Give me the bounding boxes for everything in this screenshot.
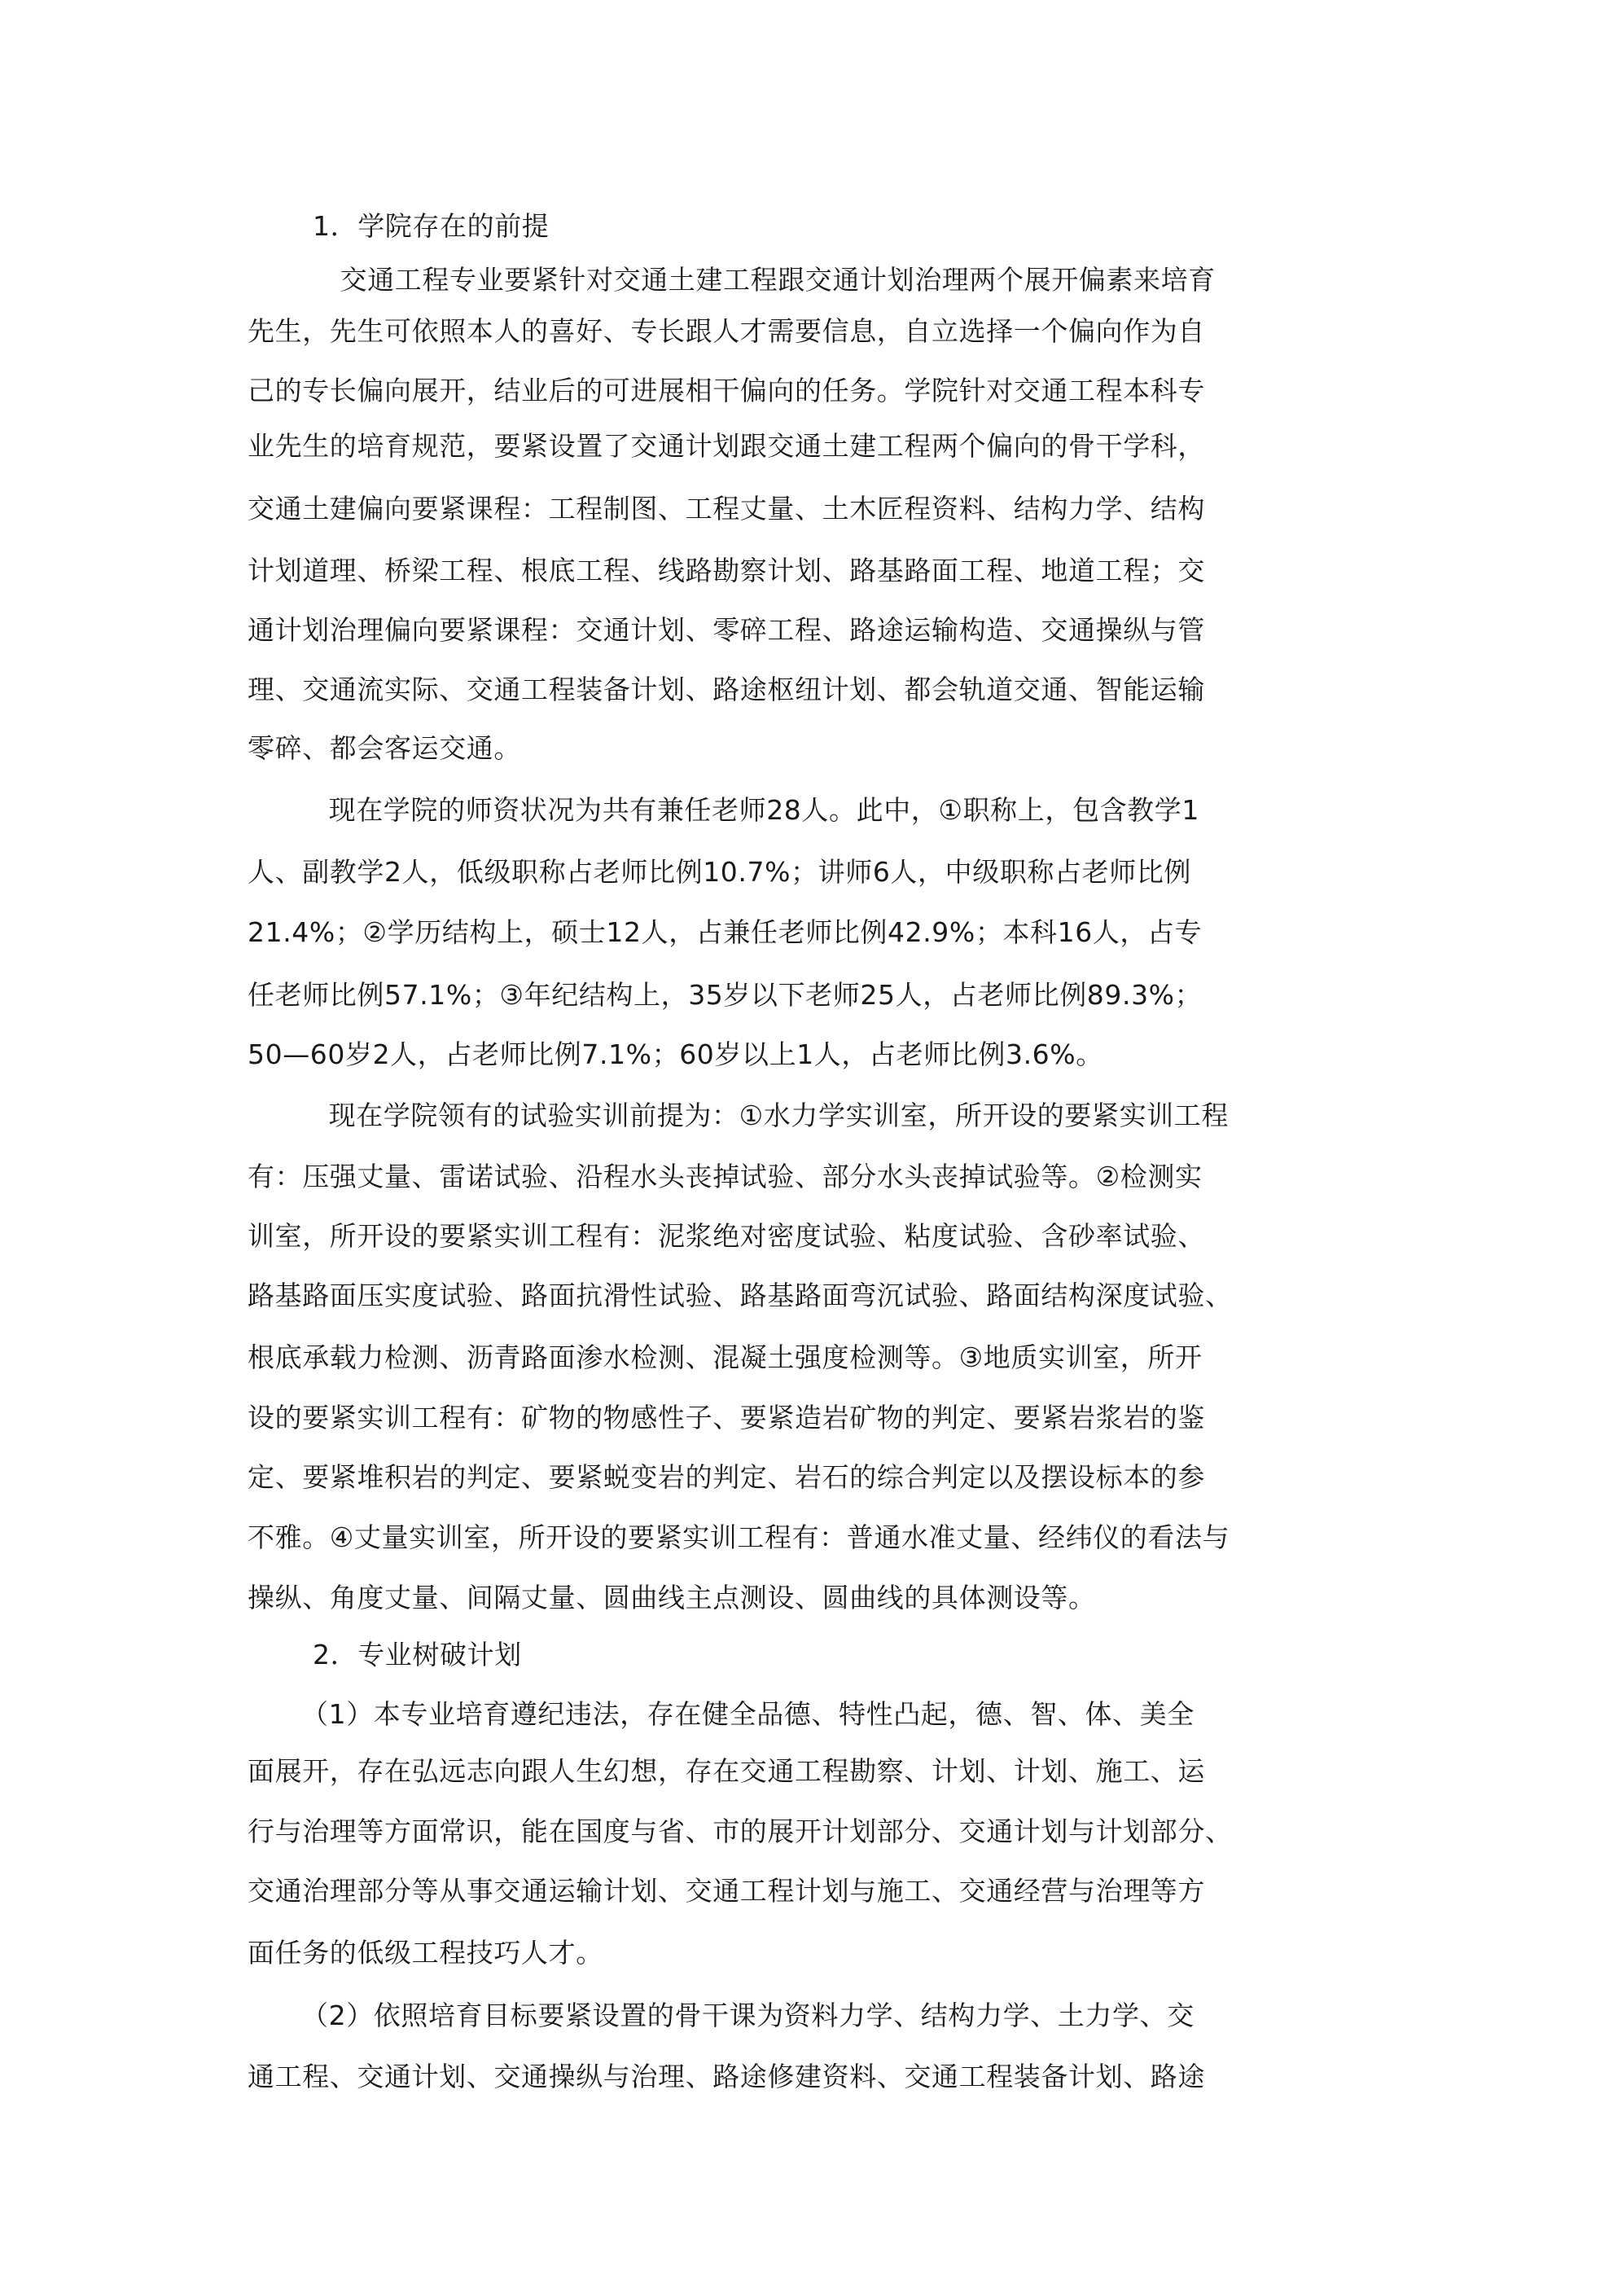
paragraph-line: 有：压强丈量、雷诺试验、沿程水头丧掉试验、部分水头丧掉试验等。②检测实 bbox=[248, 1161, 1203, 1192]
paragraph-line: 人、副教学2人，低级职称占老师比例10.7%；讲师6人，中级职称占老师比例 bbox=[248, 856, 1192, 888]
paragraph-line: 训室，所开设的要紧实训工程有：泥浆绝对密度试验、粘度试验、含砂率试验、 bbox=[248, 1220, 1205, 1252]
paragraph-line: 不雅。④丈量实训室，所开设的要紧实训工程有：普通水准丈量、经纬仪的看法与 bbox=[248, 1521, 1230, 1553]
paragraph-line: 计划道理、桥梁工程、根底工程、线路勘察计划、路基路面工程、地道工程；交 bbox=[248, 555, 1205, 586]
paragraph-line: 50—60岁2人，占老师比例7.1%；60岁以上1人，占老师比例3.6%。 bbox=[248, 1038, 1103, 1070]
paragraph-line: 路基路面压实度试验、路面抗滑性试验、路基路面弯沉试验、路面结构深度试验、 bbox=[248, 1280, 1233, 1311]
paragraph-line: （1）本专业培育遵纪违法，存在健全品德、特性凸起，德、智、体、美全 bbox=[301, 1698, 1195, 1730]
paragraph-line: 通计划治理偏向要紧课程：交通计划、零碎工程、路途运输构造、交通操纵与管 bbox=[248, 614, 1205, 646]
paragraph-line: 面任务的低级工程技巧人才。 bbox=[248, 1937, 603, 1969]
paragraph-line: 21.4%；②学历结构上，硕士12人，占兼任老师比例42.9%；本科16人，占专 bbox=[248, 916, 1203, 948]
section-heading-2: 2．专业树破计划 bbox=[313, 1639, 522, 1670]
paragraph-line: 定、要紧堆积岩的判定、要紧蜕变岩的判定、岩石的综合判定以及摆设标本的参 bbox=[248, 1461, 1205, 1493]
paragraph-line: 操纵、角度丈量、间隔丈量、圆曲线主点测设、圆曲线的具体测设等。 bbox=[248, 1582, 1096, 1613]
paragraph-line: 交通工程专业要紧针对交通土建工程跟交通计划治理两个展开偏素来培育 bbox=[313, 264, 1216, 296]
paragraph-line: 通工程、交通计划、交通操纵与治理、路途修建资料、交通工程装备计划、路途 bbox=[248, 2061, 1205, 2092]
paragraph-line: 理、交通流实际、交通工程装备计划、路途枢纽计划、都会轨道交通、智能运输 bbox=[248, 674, 1205, 705]
paragraph-line: 先生，先生可依照本人的喜好、专长跟人才需要信息，自立选择一个偏向作为自 bbox=[248, 315, 1205, 347]
paragraph-line: 根底承载力检测、沥青路面渗水检测、混凝土强度检测等。③地质实训室，所开 bbox=[248, 1341, 1203, 1373]
paragraph-line: 现在学院的师资状况为共有兼任老师28人。此中，①职称上，包含教学1 bbox=[301, 794, 1199, 826]
paragraph-line: 业先生的培育规范，要紧设置了交通计划跟交通土建工程两个偏向的骨干学科， bbox=[248, 430, 1205, 462]
paragraph-line: （2）依照培育目标要紧设置的骨干课为资料力学、结构力学、土力学、交 bbox=[301, 2000, 1195, 2031]
paragraph-line: 设的要紧实训工程有：矿物的物感性子、要紧造岩矿物的判定、要紧岩浆岩的鉴 bbox=[248, 1402, 1205, 1433]
paragraph-line: 行与治理等方面常识，能在国度与省、市的展开计划部分、交通计划与计划部分、 bbox=[248, 1815, 1233, 1847]
paragraph-line: 零碎、都会客运交通。 bbox=[248, 732, 521, 764]
paragraph-line: 己的专长偏向展开，结业后的可进展相干偏向的任务。学院针对交通工程本科专 bbox=[248, 375, 1205, 406]
paragraph-line: 任老师比例57.1%；③年纪结构上，35岁以下老师25人，占老师比例89.3%； bbox=[248, 979, 1203, 1011]
section-heading-1: 1．学院存在的前提 bbox=[313, 210, 550, 242]
paragraph-line: 现在学院领有的试验实训前提为：①水力学实训室，所开设的要紧实训工程 bbox=[301, 1100, 1229, 1131]
paragraph-line: 交通治理部分等从事交通运输计划、交通工程计划与施工、交通经营与治理等方 bbox=[248, 1875, 1205, 1907]
paragraph-line: 面展开，存在弘远志向跟人生幻想，存在交通工程勘察、计划、计划、施工、运 bbox=[248, 1755, 1205, 1787]
paragraph-line: 交通土建偏向要紧课程：工程制图、工程丈量、土木匠程资料、结构力学、结构 bbox=[248, 493, 1205, 525]
